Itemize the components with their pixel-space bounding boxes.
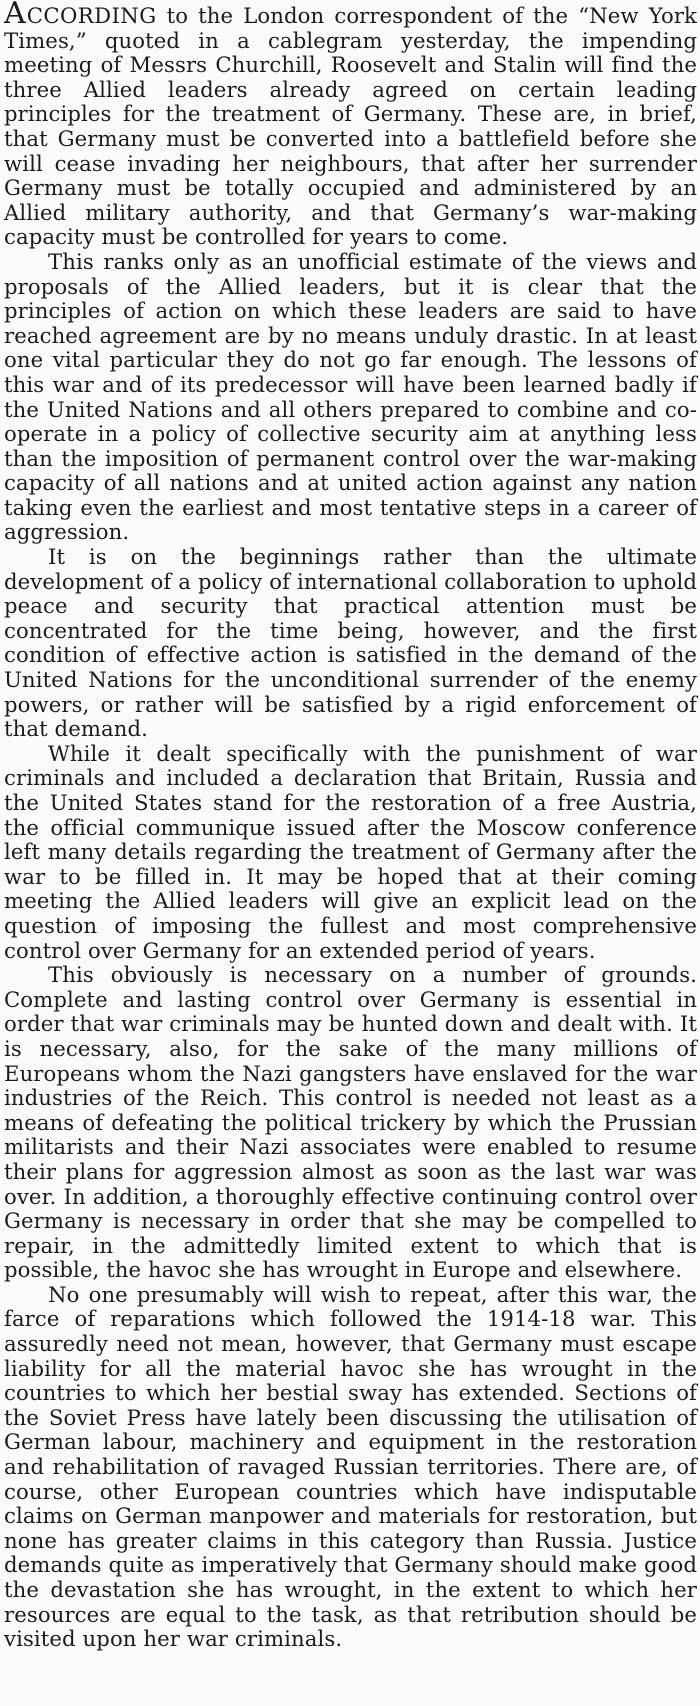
article-paragraph-1 [4, 0, 697, 250]
article-paragraph-5: This obviously is necessary on a number of grounds. Complete and lasting control over Germany is essential in order that war criminals may be hunted down and dealt with. It is necessary, also, for the sake of the many millions of Europeans whom the Nazi gangsters have enslaved for the war industries of the Reich. This control is needed not least as a means of defeating the political trickery by which the Prussian militarists and their Nazi associates were enabled to resume their plans for aggression almost as soon as the last war was over. In addition, a thoroughly effective continuing control over Germany is necessary in order that she may be compelled to repair, in the admittedly limited extent to which that is possible, the havoc she has wrought in Europe and elsewhere. [4, 962, 697, 1283]
opening-small-caps-word: CCORDING [26, 3, 157, 28]
article-paragraph-3: It is on the beginnings rather than the ultimate development of a policy of international collaboration to uphold peace and security that practical attention must be concentrated for the time being, however, and the first condition of effective action is satisfied in the demand of the United Nations for the unconditional surrender of the enemy powers, or rather will be satisfied by a rigid enforcement of that demand. [4, 544, 697, 742]
editorial-article [4, 0, 697, 1652]
drop-cap-letter: A [4, 0, 26, 31]
article-paragraph-6: No one presumably will wish to repeat, after this war, the farce of reparations which followed the 1914-18 war. This assuredly need not mean, however, that Germany must escape liability for all the material havoc she has wrought in the countries to which her bestial sway has extended. Sections of the Soviet Press have lately been discussing the utilisation of German labour, machinery and equipment in the restoration and rehabilitation of ravaged Russian territories. There are, of course, other European countries which have indisputable claims on German manpower and materials for restoration, but none has greater claims in this category than Russia. Justice demands quite as imperatively that Germany should make good the devastation she has wrought, in the extent to which her resources are equal to the task, as that retribution should be visited upon her war criminals. [4, 1281, 697, 1652]
paragraph-1-text: to the London correspondent of the “New York Times,” quoted in a cablegram yesterday, the impending meeting of Messrs Churchill, Roosevelt and Stalin will find the three Allied leaders already agreed on certain leading principles for the treatment of Germany. These are, in brief, that Germany must be converted into a battlefield before she will cease invading her neighbours, that after her surrender Germany must be totally occupied and administered by an Allied military authority, and that Germany’s war-making capacity must be controlled for years to come. [4, 3, 697, 250]
article-paragraph-2: This ranks only as an unofficial estimate of the views and proposals of the Allied leaders, but it is clear that the principles of action on which these leaders are said to have reached agreement are by no means unduly drastic. In at least one vital particular they do not go far enough. The lessons of this war and of its predecessor will have been learned badly if the United Nations and all others prepared to combine and co-operate in a policy of collective security aim at anything less than the imposition of permanent control over the war-making capacity of all nations and at united action against any nation taking even the earliest and most tentative steps in a career of aggression. [4, 248, 697, 545]
article-paragraph-4: While it dealt specifically with the punishment of war criminals and included a declaration that Britain, Russia and the United States stand for the restoration of a free Austria, the official communique issued after the Moscow conference left many details regarding the treatment of Germany after the war to be filled in. It may be hoped that at their coming meeting the Allied leaders will give an explicit lead on the question of imposing the fullest and most comprehensive control over Germany for an extended period of years. [4, 740, 697, 963]
